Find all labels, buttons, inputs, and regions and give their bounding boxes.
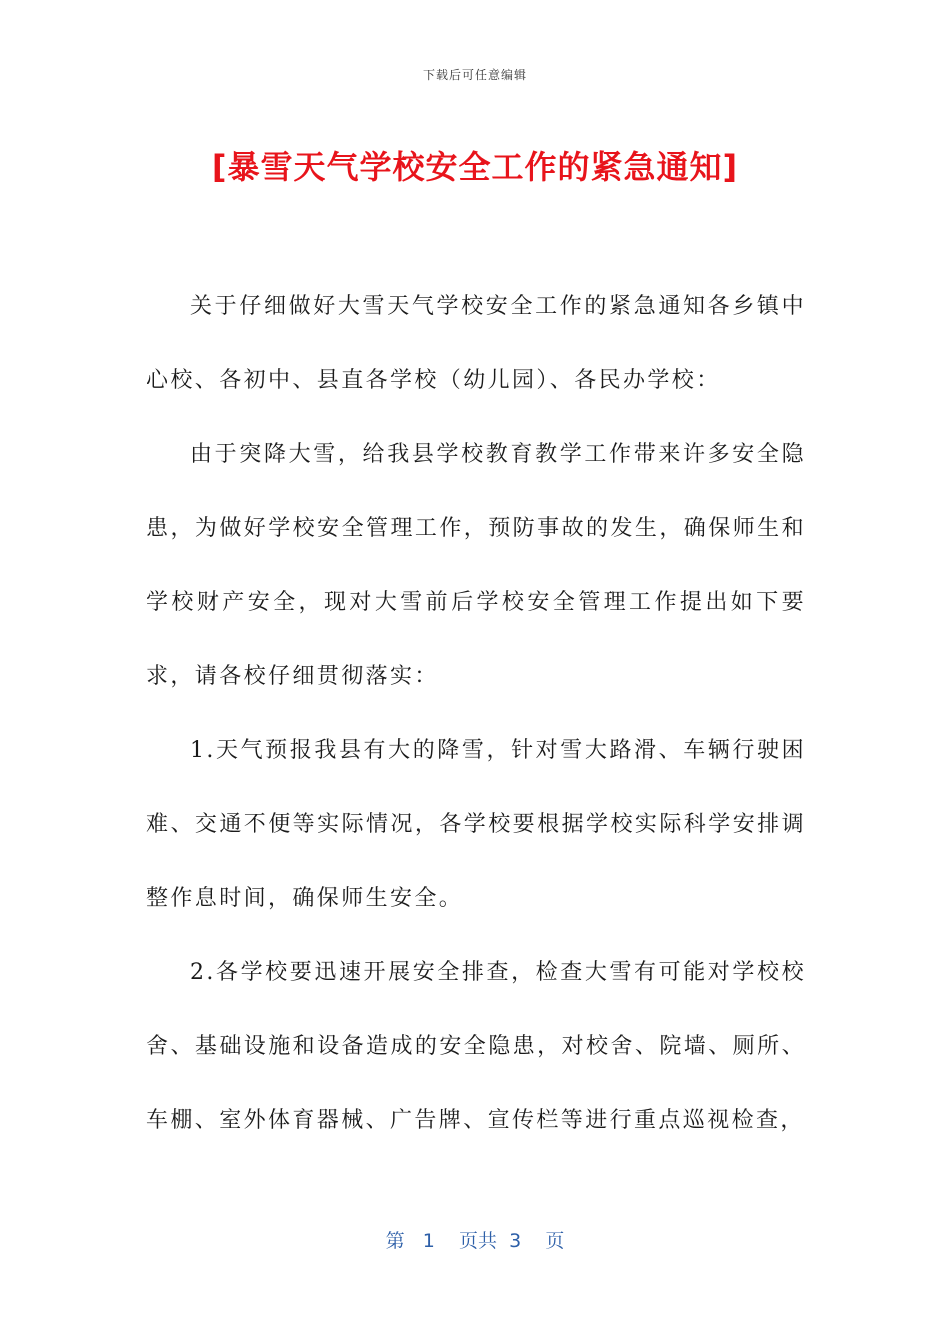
current-page-number: 1 [422,1230,435,1252]
page-label-middle: 页共 [459,1230,498,1252]
document-title: [暴雪天气学校安全工作的紧急通知] [211,148,739,186]
paragraph-item-2: 2.各学校要迅速开展安全排查，检查大雪有可能对学校校舍、基础设施和设备造成的安全隐患，对校舍、院墙、厕所、车棚、室外体育器械、广告牌、宣传栏等进行重点巡视检查， [146,960,806,1133]
total-pages-number: 3 [509,1230,522,1252]
page-label-prefix: 第 [385,1230,405,1252]
header-note: 下载后可任意编辑 [422,68,527,82]
paragraph-item-1: 1.天气预报我县有大的降雪，针对雪大路滑、车辆行驶困难、交通不便等实际情况，各学校要根据学校实际科学安排调整作息时间，确保师生安全。 [146,738,806,911]
paragraph-intro: 由于突降大雪，给我县学校教育教学工作带来许多安全隐患，为做好学校安全管理工作，预防事故的发生，确保师生和学校财产安全，现对大雪前后学校安全管理工作提出如下要求，请各校仔细贯彻落实： [146,442,806,689]
page-footer [0,1226,950,1253]
paragraph-salutation: 关于仔细做好大雪天气学校安全工作的紧急通知各乡镇中心校、各初中、县直各学校（幼儿园）、各民办学校： [146,294,806,393]
page-label-suffix: 页 [545,1230,565,1252]
document-body [146,270,806,1158]
